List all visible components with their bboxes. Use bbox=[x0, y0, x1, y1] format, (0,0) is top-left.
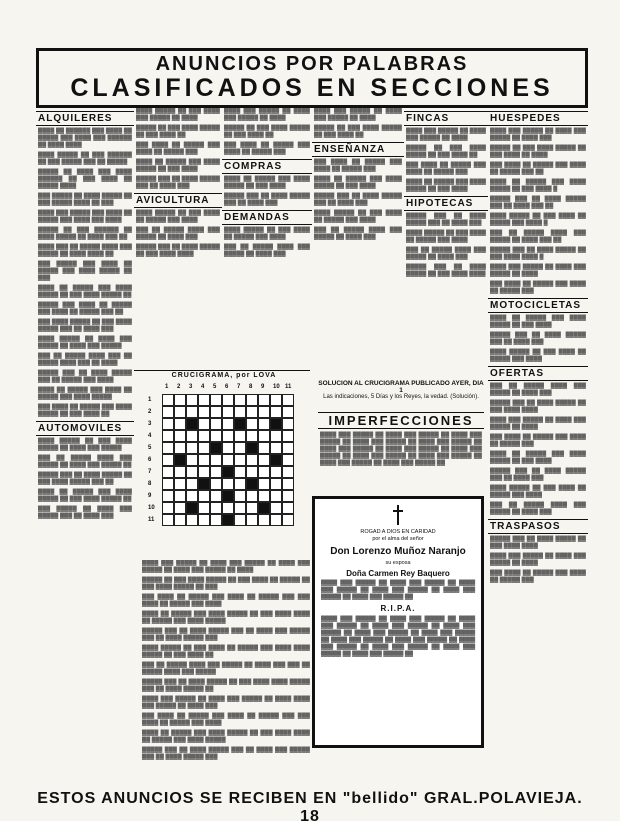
ad-text: ▓▓▓▓▓ ▓▓▓ ▓▓ ▓▓▓▓ ▓▓▓▓▓ ▓▓ ▓▓▓ ▓▓▓▓ ▓▓▓▓ bbox=[490, 400, 586, 413]
ad-text: ▓▓▓ ▓▓▓▓ ▓▓ ▓▓▓▓▓ ▓▓▓ ▓▓▓▓ ▓▓ ▓▓▓▓▓ ▓▓▓ bbox=[136, 142, 220, 155]
ad-text: ▓▓▓▓▓ ▓▓▓ ▓▓ ▓▓▓▓ ▓▓▓▓▓ ▓▓▓ ▓▓ ▓▓▓▓ ▓▓▓ bbox=[314, 193, 402, 206]
section-huespedes: HUESPEDES bbox=[488, 111, 588, 126]
crossword-cell bbox=[234, 514, 246, 526]
ad-text: ▓▓▓ ▓▓▓▓▓ ▓▓ ▓▓▓▓ ▓▓▓ ▓▓▓▓▓ ▓▓▓ ▓▓ ▓▓▓▓ ▓▓▓ bbox=[38, 506, 132, 519]
crossword-cell bbox=[282, 502, 294, 514]
ad-text: ▓▓▓ ▓▓▓▓ ▓▓ ▓▓▓▓▓ ▓▓▓ ▓▓▓▓ ▓▓ ▓▓▓▓▓ ▓▓▓ bbox=[490, 434, 586, 447]
crossword-cell bbox=[162, 490, 174, 502]
masthead-line1: ANUNCIOS POR PALABRAS bbox=[155, 53, 469, 75]
crossword-cell bbox=[246, 418, 258, 430]
ad-text: ▓▓▓▓ ▓▓▓▓▓ ▓▓ ▓▓▓ ▓▓▓▓ ▓▓ ▓▓▓▓▓ ▓▓▓ ▓▓▓▓ bbox=[136, 210, 220, 223]
section-hipotecas: HIPOTECAS bbox=[404, 196, 488, 211]
crossword-cell bbox=[234, 454, 246, 466]
crossword-cell bbox=[186, 466, 198, 478]
ad-text: ▓▓▓▓▓ ▓▓▓ ▓▓ ▓▓▓▓ ▓▓▓▓▓ ▓▓▓ ▓▓ ▓▓▓▓ ▓▓▓ ▓▓▓▓▓ ▓▓▓ ▓▓ ▓▓▓▓ ▓▓▓▓▓ ▓▓▓ bbox=[142, 747, 310, 760]
ad-text: ▓▓▓▓ ▓▓▓▓▓ ▓▓ ▓▓▓ ▓▓▓▓ ▓▓▓ ▓▓▓▓▓ ▓▓ ▓▓▓▓ bbox=[136, 108, 220, 121]
ad-text: ▓▓▓▓▓ ▓▓ ▓▓▓▓ ▓▓▓ ▓▓▓▓ ▓▓▓▓▓▓ ▓▓ ▓▓▓ ▓▓▓▓ ▓▓ ▓▓▓▓▓ ▓▓▓▓ bbox=[38, 169, 132, 189]
ad-text: ▓▓▓▓▓ ▓▓▓ ▓▓ ▓▓▓▓ ▓▓▓▓▓ ▓▓ ▓▓▓ ▓▓▓▓ ▓▓▓▓ bbox=[136, 244, 220, 257]
ad-text: ▓▓▓▓ ▓▓▓ ▓▓ ▓▓▓▓▓ ▓▓▓▓ ▓▓▓ ▓▓▓▓▓ ▓▓ ▓▓▓▓ ▓▓▓▓ ▓▓ bbox=[38, 244, 132, 257]
crossword-cell bbox=[270, 490, 282, 502]
crossword-black-cell bbox=[186, 502, 198, 514]
crossword-cell bbox=[222, 454, 234, 466]
crossword-cell bbox=[198, 418, 210, 430]
ad-text: ▓▓▓▓ ▓▓ ▓▓▓▓▓ ▓▓▓ ▓▓▓▓ ▓▓▓▓▓ ▓▓ ▓▓▓ ▓▓▓▓ bbox=[490, 315, 586, 328]
crossword-col-number: 8 bbox=[249, 384, 253, 390]
ad-text: ▓▓▓▓▓ ▓▓▓ ▓▓ ▓▓▓▓ ▓▓▓▓▓ ▓▓ ▓▓▓ ▓▓▓▓ ▓▓▓▓ ▓▓▓▓▓ ▓▓▓ ▓▓ ▓▓▓▓ ▓▓▓▓▓ ▓▓ bbox=[142, 679, 310, 692]
crossword-cell bbox=[174, 478, 186, 490]
ad-text: ▓▓▓▓ ▓▓▓▓▓ ▓▓ ▓▓▓ ▓▓▓▓ ▓▓ ▓▓▓▓▓ ▓▓▓ ▓▓▓▓ ▓▓▓▓ ▓▓▓▓▓ ▓▓ ▓▓▓ ▓▓▓▓ ▓▓ bbox=[142, 645, 310, 658]
crossword-cell bbox=[198, 442, 210, 454]
ad-text: ▓▓▓▓ ▓▓ ▓▓▓▓▓ ▓▓▓ ▓▓▓▓ ▓▓▓▓▓ ▓▓ ▓▓▓ ▓▓▓▓ ▓▓▓▓ ▓▓ ▓▓▓▓▓ ▓▓▓ ▓▓▓▓ ▓▓▓▓▓ bbox=[142, 611, 310, 624]
crossword-cell bbox=[234, 442, 246, 454]
crossword-cell bbox=[162, 454, 174, 466]
ad-text: ▓▓▓▓ ▓▓ ▓▓▓▓▓ ▓▓▓ ▓▓▓▓ ▓▓▓▓▓ ▓▓ ▓▓▓ ▓▓▓▓ ▓▓▓▓ ▓▓ ▓▓▓▓▓ ▓▓▓ ▓▓▓▓ ▓▓▓▓▓ bbox=[142, 730, 310, 743]
crossword-col-number: 7 bbox=[237, 384, 241, 390]
crossword-cell bbox=[258, 430, 270, 442]
section-ensenanza: ENSEÑANZA bbox=[312, 142, 404, 157]
ad-text: ▓▓▓ ▓▓ ▓▓▓▓▓ ▓▓▓▓ ▓▓▓ ▓▓▓▓▓ ▓▓ ▓▓▓▓ ▓▓▓ bbox=[490, 383, 586, 396]
ad-text: ▓▓▓▓ ▓▓ ▓▓▓▓▓ ▓▓▓ ▓▓▓▓ ▓▓▓▓▓ ▓▓ ▓▓▓ ▓▓▓▓ ▓▓▓▓▓ ▓▓ bbox=[38, 285, 132, 298]
crossword-cell bbox=[198, 514, 210, 526]
cross-icon bbox=[391, 505, 405, 525]
ad-text: ▓▓▓▓ ▓▓ ▓▓▓▓▓ ▓▓▓ ▓▓▓▓ ▓▓▓▓▓ ▓▓ ▓▓▓ ▓▓▓▓ bbox=[314, 176, 402, 189]
crossword-cell bbox=[258, 514, 270, 526]
crossword-row-number: 2 bbox=[148, 409, 152, 415]
imperfecciones-heading: IMPERFECCIONES bbox=[318, 412, 484, 429]
obituary-box bbox=[312, 496, 484, 748]
crossword-cell bbox=[210, 466, 222, 478]
ad-text: ▓▓▓▓ ▓▓▓ ▓▓▓▓▓ ▓▓ ▓▓▓▓ ▓▓▓ ▓▓▓▓▓ ▓▓ ▓▓▓▓ bbox=[406, 128, 486, 141]
crossword-cell bbox=[186, 394, 198, 406]
crossword-cell bbox=[174, 394, 186, 406]
crossword-cell bbox=[174, 406, 186, 418]
ad-text: ▓▓▓▓▓ ▓▓▓ ▓▓ ▓▓▓▓ ▓▓▓▓▓ ▓▓▓ ▓▓ ▓▓▓▓ ▓▓▓ bbox=[490, 332, 586, 345]
ad-text: ▓▓▓ ▓▓ ▓▓▓▓▓ ▓▓▓▓ ▓▓▓ ▓▓ ▓▓▓▓▓ ▓▓▓▓ ▓▓▓ ▓▓ ▓▓▓▓ bbox=[38, 353, 132, 366]
ad-text: ▓▓▓ ▓▓▓▓ ▓▓ ▓▓▓▓▓ ▓▓▓ ▓▓▓▓ ▓▓ ▓▓▓▓▓ ▓▓▓ bbox=[406, 162, 486, 175]
crossword-cell bbox=[270, 394, 282, 406]
crossword-cell bbox=[282, 466, 294, 478]
crossword-row-number: 7 bbox=[148, 469, 152, 475]
ad-text: ▓▓▓▓ ▓▓▓▓▓ ▓▓ ▓▓▓ ▓▓▓▓▓▓ ▓▓ ▓▓▓ ▓▓▓▓▓ ▓▓▓ ▓▓ ▓▓▓▓▓ bbox=[38, 152, 132, 165]
ad-text: ▓▓▓▓ ▓▓▓▓▓ ▓▓ ▓▓▓ ▓▓▓▓ ▓▓ ▓▓▓▓▓ ▓▓▓ ▓▓▓▓ bbox=[314, 210, 402, 223]
crossword-cell bbox=[270, 466, 282, 478]
ad-text: ▓▓▓▓▓ ▓▓▓ ▓▓ ▓▓▓▓ ▓▓▓▓▓ ▓▓ ▓▓▓ ▓▓▓▓ ▓▓▓▓▓ ▓▓▓ ▓▓ bbox=[38, 472, 132, 485]
crossword-cell bbox=[210, 430, 222, 442]
ad-text: ▓▓▓ ▓▓ ▓▓▓▓▓ ▓▓▓▓ ▓▓▓ ▓▓▓▓▓ ▓▓ ▓▓▓▓ ▓▓▓ ▓▓▓ ▓▓ ▓▓▓▓▓ ▓▓▓▓ ▓▓▓ ▓▓▓▓▓ bbox=[142, 662, 310, 675]
section-motocicletas: MOTOCICLETAS bbox=[488, 298, 588, 313]
section-ofertas: OFERTAS bbox=[488, 366, 588, 381]
ad-text: ▓▓▓▓ ▓▓ ▓▓▓▓▓ ▓▓▓ ▓▓▓▓ ▓▓▓▓▓ ▓▓ ▓▓▓ ▓▓▓▓ ▓▓▓▓▓ ▓▓ bbox=[38, 489, 132, 502]
crossword-cell bbox=[258, 406, 270, 418]
ad-text: ▓▓▓▓▓ ▓▓▓ ▓▓ ▓▓▓▓ ▓▓▓▓▓ ▓▓ ▓▓▓ ▓▓▓▓ ▓▓▓▓ ▓ bbox=[490, 247, 586, 260]
crossword-cell bbox=[198, 502, 210, 514]
ad-text: ▓▓▓▓ ▓▓▓ ▓▓▓▓▓ ▓▓ ▓▓▓▓ ▓▓▓ ▓▓▓▓▓ ▓▓ ▓▓▓▓ bbox=[314, 108, 402, 121]
crossword-cell bbox=[174, 442, 186, 454]
crossword-cell bbox=[282, 442, 294, 454]
crossword-row-number: 1 bbox=[148, 397, 152, 403]
ad-text: ▓▓▓▓ ▓▓▓ ▓▓▓▓▓ ▓▓ ▓▓▓▓ ▓▓▓ ▓▓▓▓▓ ▓▓ ▓▓▓▓ bbox=[490, 264, 586, 277]
section-demandas: DEMANDAS bbox=[222, 210, 312, 225]
crossword-cell bbox=[162, 430, 174, 442]
crossword-cell bbox=[162, 466, 174, 478]
crossword-cell bbox=[234, 394, 246, 406]
crossword-cell bbox=[186, 430, 198, 442]
crossword-cell bbox=[234, 406, 246, 418]
crossword-cell bbox=[162, 514, 174, 526]
crossword-cell bbox=[162, 418, 174, 430]
crossword-cell bbox=[174, 514, 186, 526]
ad-text: ▓▓▓ ▓▓ ▓▓▓▓▓ ▓▓▓▓ ▓▓▓ ▓▓▓▓▓ ▓▓ ▓▓▓▓ ▓▓▓ ▓▓▓▓▓ ▓▓ bbox=[38, 455, 132, 468]
crossword-cell bbox=[282, 394, 294, 406]
crossword-cell bbox=[258, 490, 270, 502]
crossword-cell bbox=[222, 406, 234, 418]
section-avicultura: AVICULTURA bbox=[134, 193, 222, 208]
crossword-cell bbox=[246, 514, 258, 526]
crossword-col-number: 6 bbox=[225, 384, 229, 390]
crossword-cell bbox=[222, 394, 234, 406]
crossword-cell bbox=[198, 454, 210, 466]
crossword-cell bbox=[186, 406, 198, 418]
crossword-cell bbox=[222, 502, 234, 514]
crossword-cell bbox=[282, 490, 294, 502]
obituary-body: ▓▓▓▓ ▓▓▓ ▓▓▓▓▓ ▓▓ ▓▓▓▓ ▓▓▓ ▓▓▓▓▓ ▓▓ ▓▓▓▓ ▓▓▓ ▓▓▓▓▓ ▓▓ ▓▓▓▓ ▓▓▓ ▓▓▓▓▓ ▓▓ ▓▓▓▓ ▓▓▓ ▓▓▓▓▓ ▓▓ ▓▓▓▓ ▓▓▓ ▓▓▓▓▓ ▓▓ bbox=[321, 580, 475, 600]
ad-text: ▓▓▓ ▓▓ ▓▓▓▓▓ ▓▓▓▓ ▓▓▓ ▓▓▓▓▓ ▓▓ ▓▓▓▓ ▓▓▓ bbox=[224, 244, 310, 257]
crossword-cell bbox=[282, 454, 294, 466]
ad-text: ▓▓▓▓ ▓▓▓ ▓▓▓▓▓ ▓▓ ▓▓▓▓ ▓▓▓ ▓▓▓▓▓ ▓▓ ▓▓▓▓ ▓▓▓ ▓▓▓▓▓ ▓▓ ▓▓▓▓ ▓▓▓ ▓▓▓▓▓ ▓▓ ▓▓▓▓ ▓▓▓ ▓▓▓▓▓ ▓▓ ▓▓▓▓ ▓▓▓ ▓▓▓▓▓ ▓▓ ▓▓▓▓ ▓▓▓ ▓▓▓▓▓ ▓▓ ▓▓▓▓ ▓▓▓ ▓▓▓▓▓ ▓▓ ▓▓▓▓ ▓▓▓ ▓▓▓▓▓ ▓▓ ▓▓▓▓ ▓▓▓ ▓▓▓▓▓ ▓▓ ▓▓▓▓ ▓▓▓ ▓▓▓▓▓ ▓▓ ▓▓▓▓ ▓▓▓ ▓▓▓▓▓ ▓▓ bbox=[320, 432, 482, 466]
ad-text: ▓▓▓ ▓▓ ▓▓▓▓▓ ▓▓▓▓ ▓▓▓ ▓▓▓▓▓ ▓▓ ▓▓▓▓ ▓▓▓ ▓▓ bbox=[490, 230, 586, 243]
crossword-cell bbox=[162, 442, 174, 454]
crossword-cell bbox=[222, 418, 234, 430]
crossword-row-number: 4 bbox=[148, 433, 152, 439]
ad-text: ▓▓▓▓ ▓▓▓▓▓ ▓▓ ▓▓▓ ▓▓▓▓ ▓▓▓▓▓ ▓▓ ▓▓▓▓ ▓▓▓ ▓▓▓▓▓ bbox=[38, 438, 132, 451]
ad-text: ▓▓▓▓▓ ▓▓▓ ▓▓ ▓▓▓▓ ▓▓▓▓▓ ▓▓▓ ▓▓ ▓▓▓▓ ▓▓▓ bbox=[224, 193, 310, 206]
ad-text: ▓▓▓▓ ▓▓ ▓▓▓▓▓ ▓▓▓ ▓▓▓▓ ▓▓ ▓▓▓▓▓ ▓▓▓ ▓▓▓▓ ▓▓▓▓▓ bbox=[38, 387, 132, 400]
ad-text: ▓▓▓ ▓▓ ▓▓▓▓▓ ▓▓▓▓ ▓▓▓ ▓▓▓▓▓ ▓▓ ▓▓▓▓ ▓▓▓ bbox=[136, 227, 220, 240]
crossword-cell bbox=[174, 418, 186, 430]
crossword-cell bbox=[162, 394, 174, 406]
crossword-black-cell bbox=[186, 418, 198, 430]
obituary-line1: ROGAD A DIOS EN CARIDAD bbox=[360, 529, 436, 535]
crossword-cell bbox=[270, 430, 282, 442]
crossword-cell bbox=[234, 490, 246, 502]
crossword-cell bbox=[210, 418, 222, 430]
crossword-black-cell bbox=[258, 502, 270, 514]
obituary-rip: R.I.P.A. bbox=[380, 604, 416, 613]
ad-text: ▓▓▓▓▓ ▓▓ ▓▓▓ ▓▓▓▓ ▓▓▓▓▓ ▓▓ ▓▓▓ ▓▓▓▓ ▓▓ bbox=[224, 125, 310, 138]
crossword-black-cell bbox=[246, 442, 258, 454]
crossword-cell bbox=[186, 514, 198, 526]
crossword-cell bbox=[198, 466, 210, 478]
crossword-cell bbox=[186, 490, 198, 502]
crossword-cell bbox=[246, 502, 258, 514]
ad-text: ▓▓▓▓ ▓▓▓ ▓▓▓▓▓ ▓▓ ▓▓▓▓ ▓▓▓ ▓▓▓▓▓ ▓▓ ▓▓▓▓ bbox=[490, 553, 586, 566]
crossword-cell bbox=[258, 466, 270, 478]
crossword-cell bbox=[270, 478, 282, 490]
crossword-cell bbox=[246, 454, 258, 466]
ad-text: ▓▓▓ ▓▓▓▓ ▓▓ ▓▓▓▓▓ ▓▓▓ ▓▓▓▓ ▓▓ ▓▓▓▓▓ ▓▓▓ bbox=[314, 159, 402, 172]
section-automoviles: AUTOMOVILES bbox=[36, 421, 134, 436]
crossword-cell bbox=[246, 490, 258, 502]
ad-text: ▓▓▓ ▓▓ ▓▓▓▓▓ ▓▓▓▓ ▓▓▓ ▓▓▓▓▓ ▓▓ ▓▓▓▓ ▓▓▓ bbox=[314, 227, 402, 240]
crossword-black-cell bbox=[174, 454, 186, 466]
ad-text: ▓▓▓▓▓ ▓▓ ▓▓▓ ▓▓▓▓ ▓▓▓▓▓ ▓▓ ▓▓▓ ▓▓▓▓ ▓▓ ▓▓▓▓▓ ▓▓ ▓▓▓ ▓▓▓▓ ▓▓▓▓▓ ▓▓ ▓▓▓ bbox=[142, 577, 310, 590]
crossword-black-cell bbox=[234, 418, 246, 430]
crossword-cell bbox=[246, 394, 258, 406]
crossword-col-number: 9 bbox=[261, 384, 265, 390]
crossword-cell bbox=[174, 430, 186, 442]
crossword-cell bbox=[186, 442, 198, 454]
ad-text: ▓▓▓ ▓▓▓▓ ▓▓ ▓▓▓▓▓ ▓▓▓ ▓▓▓▓ ▓▓ ▓▓▓▓▓ ▓▓▓ ▓▓ bbox=[490, 162, 586, 175]
crossword-cell bbox=[198, 394, 210, 406]
ad-text: ▓▓▓▓▓ ▓▓ ▓▓▓ ▓▓▓▓ ▓▓▓▓▓ ▓▓ ▓▓▓ ▓▓▓▓ ▓▓ ▓▓▓▓ bbox=[490, 145, 586, 158]
ad-text: ▓▓▓▓▓ ▓▓▓ ▓▓ ▓▓▓▓ ▓▓▓▓▓ ▓▓▓ ▓▓ ▓▓▓▓ ▓▓▓ bbox=[490, 468, 586, 481]
section-fincas: FINCAS bbox=[404, 111, 488, 126]
ad-text: ▓▓▓▓ ▓▓ ▓▓▓▓▓ ▓▓▓ ▓▓▓▓ ▓▓▓▓▓ ▓▓ ▓▓▓ ▓▓▓▓ bbox=[136, 159, 220, 172]
crossword-cell bbox=[222, 478, 234, 490]
ad-text: ▓▓▓ ▓▓▓▓ ▓▓ ▓▓▓▓▓ ▓▓▓ ▓▓▓▓ ▓▓ ▓▓▓▓▓ ▓▓▓ bbox=[224, 142, 310, 155]
ad-text: ▓▓▓▓ ▓▓▓▓▓ ▓▓ ▓▓▓ ▓▓▓▓ ▓▓ ▓▓▓▓▓ ▓▓▓ ▓▓▓▓ bbox=[406, 230, 486, 243]
crossword-black-cell bbox=[222, 490, 234, 502]
crossword-cell bbox=[210, 514, 222, 526]
crossword-cell bbox=[162, 406, 174, 418]
ad-text: ▓▓▓▓ ▓▓▓ ▓▓▓▓▓ ▓▓ ▓▓▓▓ ▓▓▓ ▓▓▓▓▓ ▓▓ ▓▓▓▓ ▓▓▓ ▓▓▓▓▓ ▓▓ ▓▓▓▓ ▓▓▓ ▓▓▓▓▓ ▓▓ ▓▓▓▓ bbox=[142, 560, 310, 573]
column-3 bbox=[222, 108, 312, 370]
crossword-cell bbox=[282, 478, 294, 490]
obituary-widow: Doña Carmen Rey Baquero bbox=[346, 569, 450, 578]
crossword-col-number: 4 bbox=[201, 384, 205, 390]
crossword-black-cell bbox=[270, 454, 282, 466]
crossword-row-number: 11 bbox=[148, 517, 155, 523]
crossword-black-cell bbox=[198, 478, 210, 490]
crossword-row-number: 6 bbox=[148, 457, 152, 463]
crossword-black-cell bbox=[222, 514, 234, 526]
ad-text: ▓▓▓▓ ▓▓▓▓▓ ▓▓ ▓▓▓ ▓▓▓▓ ▓▓ ▓▓▓▓▓ ▓▓▓ ▓▓▓▓ bbox=[490, 349, 586, 362]
crossword-cell bbox=[222, 430, 234, 442]
section-compras: COMPRAS bbox=[222, 159, 312, 174]
ad-text: ▓▓▓▓ ▓▓▓ ▓▓▓▓▓ ▓▓ ▓▓▓▓ ▓▓▓ ▓▓▓▓▓ ▓▓ ▓▓▓▓ ▓▓▓ bbox=[490, 128, 586, 141]
ad-text: ▓▓▓▓▓ ▓▓▓ ▓▓▓▓ ▓▓ ▓▓▓▓▓ ▓▓▓ ▓▓▓▓ ▓▓ ▓▓▓▓▓ ▓▓▓ ▓▓ bbox=[38, 302, 132, 315]
ad-text: ▓▓▓▓ ▓▓▓▓▓ ▓▓ ▓▓▓▓ ▓▓▓ ▓▓▓▓▓ ▓▓ ▓▓▓▓ ▓▓▓ ▓▓▓▓▓ bbox=[38, 336, 132, 349]
ad-text: ▓▓▓▓ ▓▓▓ ▓▓▓▓▓ ▓▓ ▓▓▓▓ ▓▓▓ ▓▓▓▓▓ ▓▓ ▓▓▓▓ bbox=[224, 108, 310, 121]
crossword-cell bbox=[162, 502, 174, 514]
crossword-cell bbox=[210, 406, 222, 418]
crossword-cell bbox=[258, 418, 270, 430]
ad-text: ▓▓▓ ▓▓ ▓▓▓▓▓ ▓▓▓▓ ▓▓▓ ▓▓▓▓▓ ▓▓ ▓▓▓▓ ▓▓▓ bbox=[490, 502, 586, 515]
crossword-black-cell bbox=[210, 442, 222, 454]
crossword-cell bbox=[162, 478, 174, 490]
crossword-cell bbox=[282, 418, 294, 430]
crossword-cell bbox=[210, 454, 222, 466]
crossword-cell bbox=[234, 478, 246, 490]
crossword-cell bbox=[258, 442, 270, 454]
crossword-col-number: 1 bbox=[165, 384, 169, 390]
ad-text: ▓▓▓ ▓▓▓▓ ▓▓ ▓▓▓▓▓ ▓▓▓ ▓▓▓▓ ▓▓ ▓▓▓▓▓ ▓▓▓ bbox=[490, 281, 586, 294]
crossword-cell bbox=[246, 466, 258, 478]
obituary-line2: por el alma del señor bbox=[372, 536, 424, 542]
ad-text: ▓▓▓▓ ▓▓ ▓▓▓▓▓ ▓▓▓ ▓▓▓▓ ▓▓▓▓▓ ▓▓ ▓▓▓ ▓▓▓▓ ▓ bbox=[490, 179, 586, 192]
ad-text: ▓▓▓▓▓ ▓▓ ▓▓▓ ▓▓▓▓ ▓▓▓▓▓ ▓▓ ▓▓▓ ▓▓▓▓ ▓▓ bbox=[406, 145, 486, 158]
ad-text: ▓▓▓ ▓▓▓▓▓ ▓▓▓ ▓▓▓▓ ▓▓ ▓▓▓▓▓ ▓▓▓ ▓▓▓▓ ▓▓▓▓▓ ▓▓ ▓▓▓ bbox=[38, 261, 132, 281]
column-1 bbox=[36, 108, 134, 808]
crossword-clues bbox=[140, 560, 312, 800]
crossword-cell bbox=[198, 406, 210, 418]
ad-text: ▓▓▓▓ ▓▓ ▓▓▓▓▓ ▓▓▓ ▓▓▓▓ ▓▓▓▓▓ ▓▓ ▓▓▓ ▓▓▓▓ bbox=[406, 179, 486, 192]
ad-text: ▓▓▓▓▓ ▓▓ ▓▓▓ ▓▓▓▓ ▓▓▓▓▓ ▓▓ ▓▓▓ ▓▓▓▓ ▓▓ bbox=[136, 125, 220, 138]
column-6 bbox=[488, 108, 588, 808]
ad-text: ▓▓▓▓ ▓▓▓ ▓▓▓▓▓ ▓▓ ▓▓▓▓ ▓▓▓ ▓▓▓▓▓ ▓▓ ▓▓▓▓ ▓▓▓▓ ▓▓▓ ▓▓▓▓▓ ▓▓ ▓▓▓▓ ▓▓▓ bbox=[142, 696, 310, 709]
crossword-cell bbox=[210, 490, 222, 502]
crossword-black-cell bbox=[270, 418, 282, 430]
section-alquileres: ALQUILERES bbox=[36, 111, 134, 126]
ad-text: ▓▓▓▓ ▓▓ ▓▓▓▓▓ ▓▓▓ ▓▓▓▓ ▓▓▓▓▓ ▓▓ ▓▓▓ ▓▓▓▓ bbox=[224, 176, 310, 189]
crossword-cell bbox=[258, 454, 270, 466]
section-divider bbox=[134, 370, 310, 371]
ad-text: ▓▓▓▓▓ ▓▓▓ ▓▓ ▓▓▓▓ ▓▓▓▓▓ ▓▓ ▓▓▓ ▓▓▓▓ ▓▓▓▓ bbox=[406, 264, 486, 277]
crossword-row-number: 10 bbox=[148, 505, 155, 511]
crossword-cell bbox=[270, 502, 282, 514]
crossword-cell bbox=[282, 406, 294, 418]
section-traspasos: TRASPASOS bbox=[488, 519, 588, 534]
ad-text: ▓▓▓ ▓▓▓▓ ▓▓▓▓▓ ▓▓ ▓▓▓ ▓▓▓▓ ▓▓▓▓▓ ▓▓▓ ▓▓ ▓▓▓▓ ▓▓▓ bbox=[38, 319, 132, 332]
ad-text: ▓▓▓ ▓▓▓▓▓ ▓▓ ▓▓▓▓ ▓▓▓▓▓ ▓▓ ▓▓▓ ▓▓▓▓▓ ▓▓▓▓ ▓▓ ▓▓▓ bbox=[38, 193, 132, 206]
ad-text: ▓▓▓▓ ▓▓ ▓▓▓▓▓ ▓▓▓ ▓▓▓▓ ▓▓▓▓▓ ▓▓ ▓▓▓ ▓▓▓▓ bbox=[490, 451, 586, 464]
masthead-line2: CLASIFICADOS EN SECCIONES bbox=[70, 74, 554, 102]
ad-text: ▓▓▓▓ ▓▓▓ ▓▓▓▓▓ ▓▓▓ ▓▓▓▓ ▓▓ ▓▓▓▓▓ ▓▓▓ ▓▓▓▓ ▓▓▓ ▓▓▓▓ bbox=[38, 210, 132, 223]
crossword-cell bbox=[186, 454, 198, 466]
ad-text: ▓▓▓▓ ▓▓▓▓▓ ▓▓ ▓▓▓ ▓▓▓▓ ▓▓ ▓▓▓▓▓ ▓▓▓ ▓▓▓▓ ▓ bbox=[490, 213, 586, 226]
crossword-col-number: 10 bbox=[273, 384, 280, 390]
crossword-cell bbox=[246, 406, 258, 418]
crossword-row-number: 8 bbox=[148, 481, 152, 487]
crossword-cell bbox=[210, 502, 222, 514]
crossword-row-number: 9 bbox=[148, 493, 152, 499]
ad-text: ▓▓▓ ▓▓▓▓ ▓▓ ▓▓▓▓▓ ▓▓▓ ▓▓▓▓ ▓▓ ▓▓▓▓▓ ▓▓▓ bbox=[490, 570, 586, 583]
crossword-cell bbox=[174, 466, 186, 478]
solution-title: SOLUCION AL CRUCIGRAMA PUBLICADO AYER, DIA 1 bbox=[318, 380, 484, 394]
crossword-cell bbox=[246, 430, 258, 442]
ad-text: ▓▓▓▓▓ ▓▓▓ ▓▓ ▓▓▓▓ ▓▓▓▓▓ ▓▓▓ ▓▓ ▓▓▓▓▓ ▓▓▓ ▓▓▓▓ bbox=[38, 370, 132, 383]
crossword-black-cell bbox=[222, 466, 234, 478]
ad-text: ▓▓▓▓▓ ▓▓ ▓▓▓ ▓▓▓▓ ▓▓▓▓▓ ▓▓ ▓▓▓ ▓▓▓▓ ▓▓ bbox=[314, 125, 402, 138]
crossword-cell bbox=[258, 478, 270, 490]
crossword-cell bbox=[282, 430, 294, 442]
solution-body: Las indicaciones, 5 Días y los Reyes, la vedad. (Solución). bbox=[323, 394, 479, 400]
crossword-solution bbox=[318, 380, 484, 400]
crossword-cell bbox=[186, 478, 198, 490]
ad-text: ▓▓▓ ▓▓▓▓ ▓▓ ▓▓▓▓▓ ▓▓▓ ▓▓▓▓ ▓▓▓▓▓ ▓▓ ▓▓▓ ▓▓▓▓ ▓▓ bbox=[38, 404, 132, 417]
crossword-cell bbox=[270, 514, 282, 526]
crossword-cell bbox=[210, 478, 222, 490]
crossword-title: CRUCIGRAMA, por LOVA bbox=[171, 372, 277, 379]
crossword-cell bbox=[282, 514, 294, 526]
ad-text: ▓▓▓ ▓▓ ▓▓▓▓▓ ▓▓▓▓ ▓▓▓ ▓▓▓▓▓ ▓▓ ▓▓▓▓ ▓▓▓ bbox=[406, 247, 486, 260]
ad-text: ▓▓▓▓▓ ▓▓▓ ▓▓ ▓▓▓▓ ▓▓▓▓▓ ▓▓▓ ▓▓ ▓▓▓▓ ▓▓▓ bbox=[406, 213, 486, 226]
ad-text: ▓▓▓ ▓▓▓▓ ▓▓ ▓▓▓▓▓ ▓▓▓ ▓▓▓▓ ▓▓ ▓▓▓▓▓ ▓▓▓ ▓▓▓ ▓▓▓▓ ▓▓ ▓▓▓▓▓ ▓▓▓ ▓▓▓▓ bbox=[142, 713, 310, 726]
imperfecciones-ad bbox=[318, 412, 484, 500]
ad-text: ▓▓▓▓ ▓▓▓▓▓ ▓▓ ▓▓▓ ▓▓▓▓ ▓▓ ▓▓▓▓▓ ▓▓▓ ▓▓▓▓ bbox=[490, 485, 586, 498]
ad-text: ▓▓▓▓▓ ▓▓▓ ▓▓ ▓▓▓▓ ▓▓▓▓▓ ▓▓▓ ▓▓ ▓▓▓▓ ▓▓▓ ▓▓ bbox=[490, 196, 586, 209]
crossword-col-number: 11 bbox=[285, 384, 292, 390]
crossword-col-number: 5 bbox=[213, 384, 217, 390]
crossword-cell bbox=[234, 502, 246, 514]
obituary-body: ▓▓▓▓ ▓▓▓ ▓▓▓▓▓ ▓▓ ▓▓▓▓ ▓▓▓ ▓▓▓▓▓ ▓▓ ▓▓▓▓ ▓▓▓ ▓▓▓▓▓ ▓▓ ▓▓▓▓ ▓▓▓ ▓▓▓▓▓ ▓▓ ▓▓▓▓ ▓▓▓ ▓▓▓▓▓ ▓▓ ▓▓▓▓ ▓▓▓ ▓▓▓▓▓ ▓▓ ▓▓▓▓ ▓▓▓ ▓▓▓▓▓ ▓▓ ▓▓▓▓ ▓▓▓ ▓▓▓▓▓ ▓▓ ▓▓▓▓ ▓▓▓ ▓▓▓▓▓ ▓▓ ▓▓▓▓ ▓▓▓ ▓▓▓▓▓ ▓▓ ▓▓▓▓ ▓▓▓ ▓▓▓▓▓ ▓▓ ▓▓▓▓ ▓▓▓ ▓▓▓▓▓ ▓▓ ▓▓▓▓ ▓▓▓ ▓▓▓▓▓ ▓▓ bbox=[321, 616, 475, 657]
crossword-cell bbox=[234, 430, 246, 442]
crossword-col-number: 3 bbox=[189, 384, 193, 390]
crossword-cell bbox=[222, 442, 234, 454]
crossword-cell bbox=[174, 502, 186, 514]
crossword-cell bbox=[270, 406, 282, 418]
ad-text: ▓▓▓▓▓ ▓▓▓ ▓▓ ▓▓▓▓ ▓▓▓▓▓ ▓▓▓ ▓▓ ▓▓▓▓ ▓▓▓ ▓▓▓▓▓ ▓▓▓ ▓▓ ▓▓▓▓ ▓▓▓▓▓ ▓▓▓ bbox=[142, 628, 310, 641]
footer-banner: ESTOS ANUNCIOS SE RECIBEN EN "bellido" GRAL.POLAVIEJA. 18 bbox=[37, 790, 583, 821]
crossword-cell bbox=[198, 430, 210, 442]
column-4 bbox=[312, 108, 404, 380]
crossword-cell bbox=[174, 490, 186, 502]
crossword-cell bbox=[198, 490, 210, 502]
ad-text: ▓▓▓▓ ▓▓ ▓▓▓▓▓▓ ▓▓▓ ▓▓▓▓ ▓▓ ▓▓▓▓▓ ▓▓▓ ▓▓▓▓ ▓▓▓ ▓▓▓▓▓▓ ▓▓ ▓▓▓▓ ▓▓▓▓ bbox=[38, 128, 132, 148]
crossword-cell bbox=[270, 442, 282, 454]
column-2 bbox=[134, 108, 222, 370]
crossword-cell bbox=[258, 394, 270, 406]
ad-text: ▓▓▓▓ ▓▓▓ ▓▓▓▓▓ ▓▓ ▓▓▓▓ ▓▓▓ ▓▓▓▓▓ ▓▓ ▓▓▓▓ bbox=[490, 417, 586, 430]
masthead-box bbox=[36, 48, 588, 108]
crossword-black-cell bbox=[246, 478, 258, 490]
obituary-line3: su esposa bbox=[385, 560, 411, 566]
ad-text: ▓▓▓▓ ▓▓▓▓▓ ▓▓ ▓▓▓ ▓▓▓▓ ▓▓ ▓▓▓▓▓ ▓▓▓ ▓▓▓▓ bbox=[224, 227, 310, 240]
crossword-cell bbox=[210, 394, 222, 406]
ad-text: ▓▓▓ ▓▓▓▓ ▓▓ ▓▓▓▓▓ ▓▓▓ ▓▓▓▓ ▓▓ ▓▓▓▓▓ ▓▓▓ ▓▓▓ ▓▓▓▓ ▓▓ ▓▓▓▓▓ ▓▓▓ ▓▓▓▓ bbox=[142, 594, 310, 607]
crossword-cell bbox=[234, 466, 246, 478]
ad-text: ▓▓▓▓▓ ▓▓▓ ▓▓ ▓▓▓▓ ▓▓▓▓▓ ▓▓ ▓▓▓ ▓▓▓▓ ▓▓▓▓ bbox=[490, 536, 586, 549]
crossword-row-number: 3 bbox=[148, 421, 152, 427]
crossword-row-number: 5 bbox=[148, 445, 152, 451]
ad-text: ▓▓▓▓▓ ▓▓▓ ▓▓ ▓▓▓▓ ▓▓▓▓▓ ▓▓▓ ▓▓ ▓▓▓▓ ▓▓▓ bbox=[136, 176, 220, 189]
crossword-col-number: 2 bbox=[177, 384, 181, 390]
ad-text: ▓▓▓▓▓ ▓▓ ▓▓▓ ▓▓▓▓▓▓ ▓▓ ▓▓▓▓ ▓▓▓▓▓ ▓▓ ▓▓▓▓ ▓▓▓ ▓▓ bbox=[38, 227, 132, 240]
obituary-name: Don Lorenzo Muñoz Naranjo bbox=[330, 546, 466, 557]
